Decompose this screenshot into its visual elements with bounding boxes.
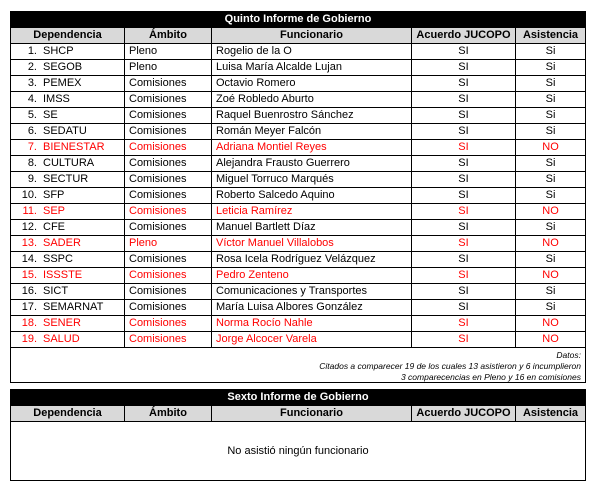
dependencia-name: SECTUR	[43, 173, 89, 185]
cell-dependencia	[11, 316, 125, 331]
row-number: 1.	[27, 45, 37, 57]
row-number: 9.	[27, 173, 37, 185]
cell-acuerdo: SI	[412, 76, 516, 91]
cell-funcionario: Leticia Ramírez	[212, 204, 412, 219]
cell-dependencia	[11, 172, 125, 187]
row-number: 14.	[21, 253, 37, 265]
row-number: 10.	[21, 189, 37, 201]
cell-asistencia: NO	[542, 141, 559, 153]
row-number: 4.	[27, 93, 37, 105]
cell-ambito: Comisiones	[125, 220, 212, 235]
cell-asistencia: Si	[545, 189, 556, 201]
table-row	[11, 43, 585, 59]
cell-funcionario: Norma Rocío Nahle	[212, 316, 412, 331]
cell-asistencia: Si	[545, 173, 556, 185]
cell-ambito: Comisiones	[125, 300, 212, 315]
cell-ambito: Pleno	[125, 44, 212, 59]
cell-dependencia	[11, 156, 125, 171]
cell-acuerdo: SI	[412, 140, 516, 155]
cell-dependencia	[11, 60, 125, 75]
row-number: 7.	[27, 141, 37, 153]
cell-ambito: Comisiones	[125, 316, 212, 331]
row-number: 15.	[21, 269, 37, 281]
row-number: 17.	[21, 301, 37, 313]
table-row	[11, 235, 585, 251]
dependencia-name: BIENESTAR	[43, 141, 105, 153]
cell-acuerdo: SI	[412, 172, 516, 187]
cell-funcionario: Roberto Salcedo Aquino	[212, 188, 412, 203]
cell-ambito: Comisiones	[125, 156, 212, 171]
cell-acuerdo: SI	[412, 300, 516, 315]
header-funcionario: Funcionario	[212, 406, 412, 421]
cell-acuerdo: SI	[412, 108, 516, 123]
notes-line-breakdown: 3 comparecencias en Pleno y 16 en comisiones	[400, 372, 581, 382]
table-row	[11, 75, 585, 91]
cell-asistencia: Si	[545, 93, 556, 105]
cell-acuerdo: SI	[412, 204, 516, 219]
cell-funcionario: Octavio Romero	[212, 76, 412, 91]
cell-ambito: Pleno	[125, 60, 212, 75]
cell-acuerdo: SI	[412, 124, 516, 139]
cell-dependencia	[11, 140, 125, 155]
cell-asistencia: Si	[545, 45, 556, 57]
table-header-row	[11, 405, 585, 421]
cell-funcionario: Román Meyer Falcón	[212, 124, 412, 139]
row-number: 6.	[27, 125, 37, 137]
cell-acuerdo: SI	[412, 332, 516, 347]
cell-funcionario: Miguel Torruco Marqués	[212, 172, 412, 187]
cell-asistencia: Si	[545, 285, 556, 297]
cell-acuerdo: SI	[412, 252, 516, 267]
cell-asistencia: Si	[545, 125, 556, 137]
table-title: Quinto Informe de Gobierno	[11, 12, 585, 27]
dependencia-name: SEMARNAT	[43, 301, 104, 313]
cell-ambito: Comisiones	[125, 204, 212, 219]
row-number: 8.	[27, 157, 37, 169]
cell-dependencia	[11, 268, 125, 283]
cell-asistencia: Si	[545, 61, 556, 73]
cell-ambito: Comisiones	[125, 172, 212, 187]
row-number: 11.	[22, 205, 37, 217]
cell-ambito: Comisiones	[125, 124, 212, 139]
cell-asistencia: Si	[545, 77, 556, 89]
cell-ambito: Comisiones	[125, 332, 212, 347]
dependencia-name: SEP	[43, 205, 66, 217]
cell-acuerdo: SI	[412, 60, 516, 75]
row-number: 18.	[21, 317, 37, 329]
cell-ambito: Comisiones	[125, 140, 212, 155]
cell-dependencia	[11, 204, 125, 219]
cell-asistencia: Si	[545, 109, 556, 121]
table-row	[11, 315, 585, 331]
cell-asistencia: NO	[542, 333, 559, 345]
cell-acuerdo: SI	[412, 44, 516, 59]
header-acuerdo-jucopo: Acuerdo JUCOPO	[412, 406, 516, 421]
sexto-informe-table	[10, 389, 586, 481]
cell-asistencia: NO	[542, 317, 559, 329]
dependencia-name: SE	[43, 109, 58, 121]
quinto-informe-table	[10, 11, 586, 383]
header-asistencia: Asistencia	[522, 407, 579, 419]
cell-acuerdo: SI	[412, 284, 516, 299]
cell-asistencia: Si	[545, 221, 556, 233]
row-number: 19.	[21, 333, 37, 345]
notes-label: Datos:	[556, 350, 581, 360]
table-row	[11, 187, 585, 203]
cell-acuerdo: SI	[412, 188, 516, 203]
table-row	[11, 203, 585, 219]
dependencia-name: SEGOB	[43, 61, 83, 73]
table-row	[11, 299, 585, 315]
cell-ambito: Comisiones	[125, 268, 212, 283]
cell-funcionario: Manuel Bartlett Díaz	[212, 220, 412, 235]
dependencia-name: SSPC	[43, 253, 73, 265]
empty-message: No asistió ningún funcionario	[11, 421, 585, 480]
cell-funcionario: Luisa María Alcalde Lujan	[212, 60, 412, 75]
cell-funcionario: Adriana Montiel Reyes	[212, 140, 412, 155]
table-row	[11, 267, 585, 283]
table-row	[11, 219, 585, 235]
dependencia-name: SENER	[43, 317, 81, 329]
dependencia-name: SFP	[43, 189, 65, 201]
cell-dependencia	[11, 76, 125, 91]
dependencia-name: SADER	[43, 237, 81, 249]
cell-acuerdo: SI	[412, 156, 516, 171]
cell-ambito: Comisiones	[125, 188, 212, 203]
cell-funcionario: Víctor Manuel Villalobos	[212, 236, 412, 251]
row-number: 5.	[27, 109, 37, 121]
cell-ambito: Comisiones	[125, 252, 212, 267]
notes-box	[11, 347, 585, 382]
cell-funcionario: Rosa Icela Rodríguez Velázquez	[212, 252, 412, 267]
table-row	[11, 123, 585, 139]
header-dependencia: Dependencia	[11, 28, 125, 43]
table-title: Sexto Informe de Gobierno	[11, 390, 585, 405]
table-body	[11, 43, 585, 347]
cell-asistencia: NO	[542, 205, 559, 217]
cell-acuerdo: SI	[412, 92, 516, 107]
dependencia-name: SEDATU	[43, 125, 87, 137]
cell-funcionario: Zoé Robledo Aburto	[212, 92, 412, 107]
cell-asistencia: Si	[545, 253, 556, 265]
cell-dependencia	[11, 332, 125, 347]
header-acuerdo-jucopo: Acuerdo JUCOPO	[412, 28, 516, 43]
header-dependencia: Dependencia	[11, 406, 125, 421]
table-header-row	[11, 27, 585, 43]
cell-dependencia	[11, 284, 125, 299]
cell-ambito: Comisiones	[125, 76, 212, 91]
cell-funcionario: Alejandra Frausto Guerrero	[212, 156, 412, 171]
table-row	[11, 139, 585, 155]
table-row	[11, 107, 585, 123]
table-row	[11, 251, 585, 267]
cell-asistencia: Si	[545, 157, 556, 169]
cell-funcionario: Rogelio de la O	[212, 44, 412, 59]
row-number: 3.	[27, 77, 37, 89]
cell-asistencia: Si	[545, 301, 556, 313]
cell-ambito: Comisiones	[125, 284, 212, 299]
table-row	[11, 91, 585, 107]
cell-funcionario: María Luisa Albores González	[212, 300, 412, 315]
cell-funcionario: Pedro Zenteno	[212, 268, 412, 283]
cell-dependencia	[11, 252, 125, 267]
dependencia-name: CFE	[43, 221, 65, 233]
cell-acuerdo: SI	[412, 268, 516, 283]
cell-dependencia	[11, 236, 125, 251]
cell-acuerdo: SI	[412, 220, 516, 235]
cell-ambito: Comisiones	[125, 92, 212, 107]
cell-acuerdo: SI	[412, 316, 516, 331]
dependencia-name: SICT	[43, 285, 69, 297]
cell-dependencia	[11, 188, 125, 203]
cell-dependencia	[11, 300, 125, 315]
header-ambito: Ámbito	[125, 28, 212, 43]
cell-funcionario: Jorge Alcocer Varela	[212, 332, 412, 347]
cell-funcionario: Raquel Buenrostro Sánchez	[212, 108, 412, 123]
header-funcionario: Funcionario	[212, 28, 412, 43]
dependencia-name: SHCP	[43, 45, 74, 57]
cell-asistencia: NO	[542, 237, 559, 249]
table-row	[11, 283, 585, 299]
row-number: 16.	[21, 285, 37, 297]
dependencia-name: ISSSTE	[43, 269, 83, 281]
header-ambito: Ámbito	[125, 406, 212, 421]
header-asistencia: Asistencia	[522, 29, 579, 41]
dependencia-name: IMSS	[43, 93, 70, 105]
cell-asistencia: NO	[542, 269, 559, 281]
cell-dependencia	[11, 44, 125, 59]
cell-dependencia	[11, 108, 125, 123]
cell-dependencia	[11, 220, 125, 235]
cell-dependencia	[11, 124, 125, 139]
dependencia-name: CULTURA	[43, 157, 95, 169]
cell-ambito: Pleno	[125, 236, 212, 251]
dependencia-name: PEMEX	[43, 77, 82, 89]
dependencia-name: SALUD	[43, 333, 80, 345]
notes-line-summary: Citados a comparecer 19 de los cuales 13 asistieron y 6 incumplieron	[319, 361, 581, 371]
row-number: 12.	[21, 221, 37, 233]
table-row	[11, 171, 585, 187]
row-number: 2.	[27, 61, 37, 73]
row-number: 13.	[21, 237, 37, 249]
table-row	[11, 331, 585, 347]
table-row	[11, 155, 585, 171]
cell-funcionario: Comunicaciones y Transportes	[212, 284, 412, 299]
table-row	[11, 59, 585, 75]
cell-dependencia	[11, 92, 125, 107]
cell-acuerdo: SI	[412, 236, 516, 251]
cell-ambito: Comisiones	[125, 108, 212, 123]
